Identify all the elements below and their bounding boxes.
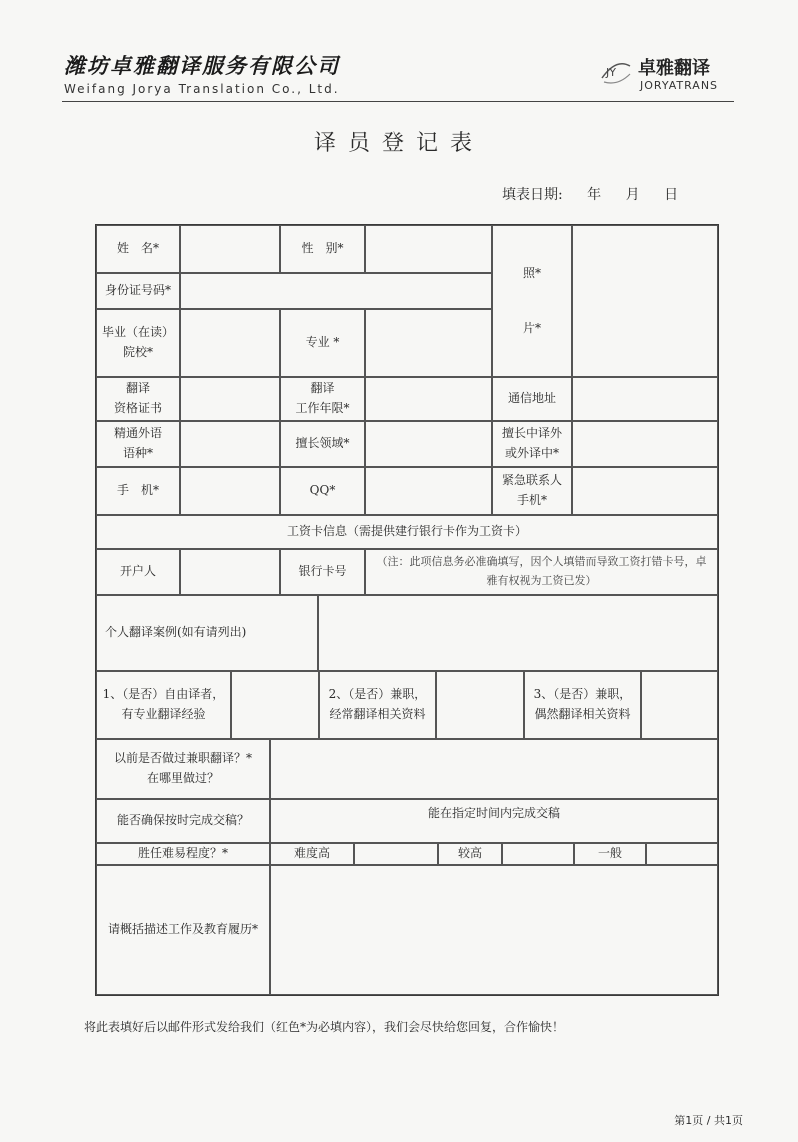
card-number-label: 银行卡号 xyxy=(280,549,365,595)
cases-label: 个人翻译案例(如有请列出) xyxy=(96,595,318,671)
difficulty-low: 一般 xyxy=(574,843,646,865)
company-name-en: Weifang Jorya Translation Co., Ltd. xyxy=(64,82,340,96)
salary-info-header: 工资卡信息（需提供建行银行卡作为工资卡） xyxy=(96,515,718,549)
ontime-answer: 能在指定时间内完成交稿 xyxy=(270,799,718,843)
certificate-field[interactable] xyxy=(180,377,280,421)
option-parttime-frequent: 2、（是否）兼职， 经常翻译相关资料 xyxy=(319,671,436,739)
option-freelancer-field[interactable] xyxy=(231,671,319,739)
difficulty-low-field[interactable] xyxy=(646,843,718,865)
registration-form-table xyxy=(95,224,719,996)
photo-box[interactable] xyxy=(572,225,718,377)
language-field[interactable] xyxy=(180,421,280,467)
address-field[interactable] xyxy=(572,377,718,421)
option-parttime-frequent-field[interactable] xyxy=(436,671,524,739)
fill-date-year: 年 xyxy=(587,187,602,203)
gender-label: 性 别* xyxy=(280,225,365,273)
name-label: 姓 名* xyxy=(96,225,180,273)
option-freelancer: 1、（是否）自由译者， 有专业翻译经验 xyxy=(96,671,231,739)
language-label: 精通外语 语种* xyxy=(96,421,180,467)
fill-date-month: 月 xyxy=(625,187,640,203)
logo-name-en: JORYATRANS xyxy=(640,79,719,92)
header-divider xyxy=(62,101,734,102)
account-holder-label: 开户人 xyxy=(96,549,180,595)
logo-name-cn: 卓雅翻译 xyxy=(638,58,710,79)
major-field[interactable] xyxy=(365,309,492,377)
page-number: 第1页 / 共1页 xyxy=(674,1114,743,1127)
difficulty-mid-field[interactable] xyxy=(502,843,574,865)
difficulty-high-field[interactable] xyxy=(354,843,438,865)
direction-label: 擅长中译外 或外译中* xyxy=(492,421,572,467)
difficulty-label: 胜任难易程度？* xyxy=(96,843,270,865)
experience-field[interactable] xyxy=(270,865,718,995)
difficulty-mid: 较高 xyxy=(438,843,502,865)
fill-date xyxy=(502,184,678,204)
school-label: 毕业（在读） 院校* xyxy=(96,309,180,377)
work-years-field[interactable] xyxy=(365,377,492,421)
certificate-label: 翻译 资格证书 xyxy=(96,377,180,421)
past-parttime-field[interactable] xyxy=(270,739,718,799)
difficulty-high: 难度高 xyxy=(270,843,354,865)
company-name-cn: 潍坊卓雅翻译服务有限公司 xyxy=(64,53,340,78)
footer-note: 将此表填好后以邮件形式发给我们（红色*为必填内容），我们会尽快给您回复，合作愉快！ xyxy=(84,1020,565,1034)
company-logo-icon xyxy=(598,56,634,86)
option-parttime-occasional-field[interactable] xyxy=(641,671,718,739)
experience-label: 请概括描述工作及教育履历* xyxy=(96,865,270,995)
qq-label: QQ* xyxy=(280,467,365,515)
field-label: 擅长领域* xyxy=(280,421,365,467)
card-number-note: （注：此项信息务必准确填写，因个人填错而导致工资打错卡号，卓雅有权视为工资已发） xyxy=(365,549,718,595)
major-label: 专业 * xyxy=(280,309,365,377)
emergency-label: 紧急联系人 手机* xyxy=(492,467,572,515)
qq-field[interactable] xyxy=(365,467,492,515)
ontime-label: 能否确保按时完成交稿？ xyxy=(96,799,270,843)
name-field[interactable] xyxy=(180,225,280,273)
field-input[interactable] xyxy=(365,421,492,467)
id-number-field[interactable] xyxy=(180,273,492,309)
cases-field[interactable] xyxy=(318,595,718,671)
photo-label-top: 照* xyxy=(522,265,541,280)
form-title: 译员登记表 xyxy=(313,131,484,156)
direction-field[interactable] xyxy=(572,421,718,467)
fill-date-label: 填表日期: xyxy=(502,187,563,203)
gender-field[interactable] xyxy=(365,225,492,273)
photo-label xyxy=(492,225,572,377)
mobile-field[interactable] xyxy=(180,467,280,515)
address-label: 通信地址 xyxy=(492,377,572,421)
past-parttime-label: 以前是否做过兼职翻译？* 在哪里做过？ xyxy=(96,739,270,799)
photo-label-bottom: 片* xyxy=(522,320,541,335)
emergency-field[interactable] xyxy=(572,467,718,515)
fill-date-day: 日 xyxy=(664,187,679,203)
account-holder-field[interactable] xyxy=(180,549,280,595)
logo-mark-text: JY xyxy=(606,66,616,79)
work-years-label: 翻译 工作年限* xyxy=(280,377,365,421)
id-number-label: 身份证号码* xyxy=(96,273,180,309)
school-field[interactable] xyxy=(180,309,280,377)
mobile-label: 手 机* xyxy=(96,467,180,515)
option-parttime-occasional: 3、（是否）兼职， 偶然翻译相关资料 xyxy=(524,671,641,739)
